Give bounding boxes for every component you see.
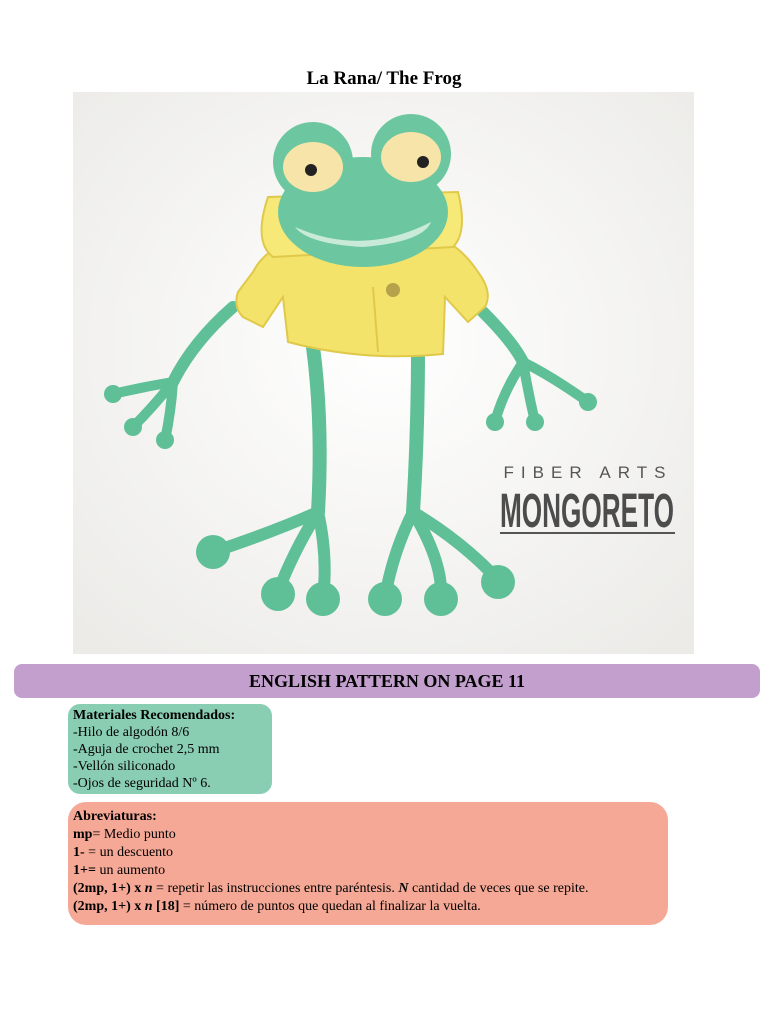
abbreviation-stitch-count: (2mp, 1+) x n [18] = número de puntos que quedan al finalizar la vuelta. (73, 899, 481, 914)
materials-heading: Materiales Recomendados: (73, 708, 236, 723)
logo-small-text: FIBER ARTS (503, 463, 673, 482)
abbreviation-repeat: (2mp, 1+) x n = repetir las instrucciones entre paréntesis. N cantidad de veces que se repite. (73, 881, 589, 896)
materials-item: -Vellón siliconado (73, 759, 176, 774)
page-title: La Rana/ The Frog (306, 68, 462, 89)
abbreviations-box (68, 802, 668, 925)
abbreviation-decrease: 1- = un descuento (73, 845, 174, 860)
frog-photo (73, 92, 694, 654)
materials-item: -Ojos de seguridad Nº 6. (73, 776, 211, 791)
materials-item: -Aguja de crochet 2,5 mm (73, 742, 220, 757)
english-pattern-banner: ENGLISH PATTERN ON PAGE 11 (14, 664, 760, 698)
abbreviation-increase: 1+= un aumento (73, 863, 166, 878)
materials-item: -Hilo de algodón 8/6 (73, 725, 190, 740)
abbreviation-mp: mp= Medio punto (73, 827, 176, 842)
logo-brand-text: MONGORETO (500, 485, 674, 538)
materials-box (68, 704, 272, 794)
abbreviations-heading: Abreviaturas: (73, 809, 157, 824)
